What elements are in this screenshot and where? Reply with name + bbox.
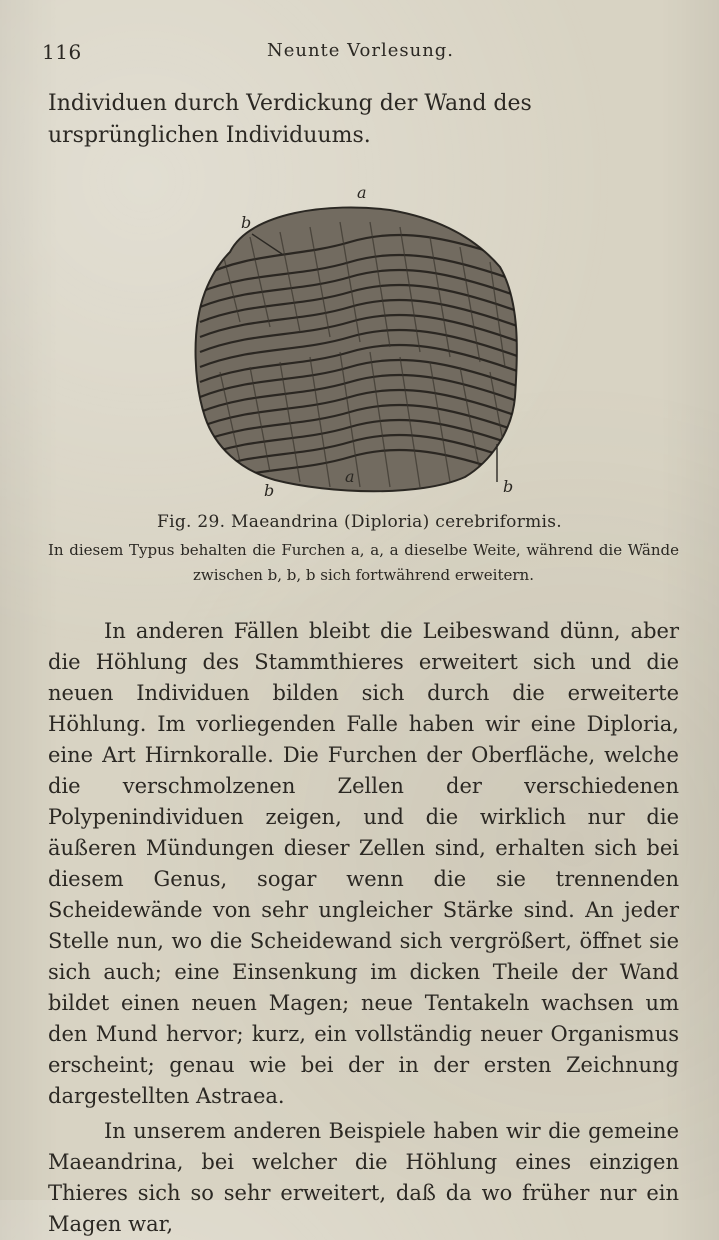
paragraph: In unserem anderen Beispiele haben wir die gemeine Maeandrina, bei welcher die Höhlung eines einzigen Thieres sich so sehr erweitert, daß da wo früher nur ein Magen war, [48,1119,679,1236]
label-left-b: b [241,213,252,232]
intro-text: Individuen durch Verdickung der Wand des ursprünglichen Individuums. [48,91,532,148]
paragraph: In anderen Fällen bleibt die Leibeswand dünn, aber die Höhlung des Stammthieres erweitert sich und die neuen Individuen bilden sich durch die erweiterte Höhlung. Im vorliegenden Falle haben wir eine Diploria, eine Art Hirnkoralle. Die Furchen der Oberfläche, welche die verschmolzenen Zellen der verschiedenen Polypenindividuen zeigen, und die wirklich nur die äußeren Mündungen dieser Zellen sind, erhalten sich bei diesem Genus, sogar wenn die sie trennenden Scheidewände von sehr ungleicher Stärke sind. An jeder Stelle nun, wo die Scheidewand sich vergrößert, öffnet sie sich auch; eine Einsenkung im dicken Theile der Wand bildet einen neuen Magen; neue Tentakeln wachsen um den Mund hervor; kurz, ein vollständig neuer Organismus erscheint; genau wie bei der in der ersten Zeichnung dargestellten Astraea. [48,619,679,1108]
figure-caption-title: Fig. 29. Maeandrina (Diploria) cerebriformis. [156,512,563,532]
label-bottom-a: a [345,467,355,486]
body-text [48,616,679,1240]
coral-illustration [0,182,719,502]
running-head: Neunte Vorlesung. [266,40,455,61]
label-bottom-left-b: b [264,481,275,500]
page-header [42,40,679,68]
label-right-b: b [503,477,514,496]
figure-caption-text: In diesem Typus behalten die Furchen a, a, a dieselbe Weite, während die Wände zwischen b, b, b sich fortwährend erweitern. [48,541,679,584]
label-top-a: a [357,183,367,202]
coral-figure [0,182,719,502]
page-number: 116 [42,40,82,64]
